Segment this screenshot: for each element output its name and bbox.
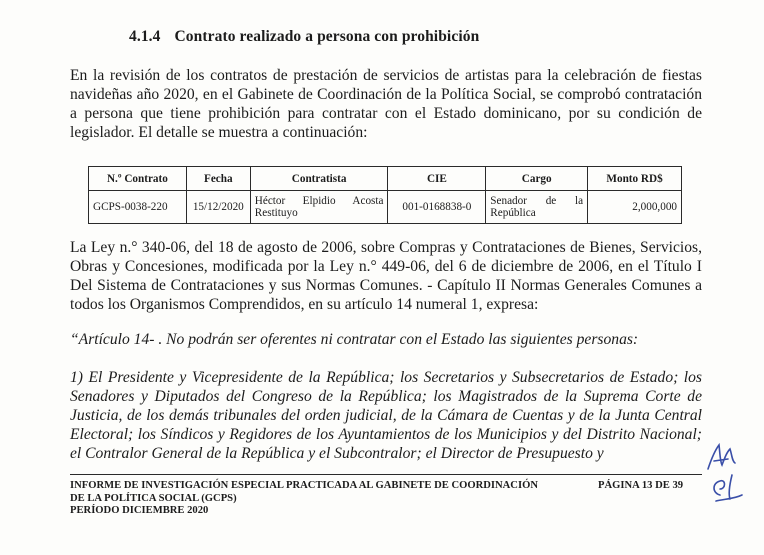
cell-date: 15/12/2020 <box>186 191 250 224</box>
footer-divider <box>70 474 702 475</box>
header-amount: Monto RD$ <box>588 167 682 191</box>
footer-line-2: DE LA POLÍTICA SOCIAL (GCPS) <box>70 492 237 504</box>
header-contract-number: N.º Contrato <box>89 167 187 191</box>
cell-amount: 2,000,000 <box>588 191 682 224</box>
table-row <box>89 191 682 224</box>
initials-stroke-lower <box>714 475 742 501</box>
section-title: Contrato realizado a persona con prohibición <box>174 28 480 45</box>
law-paragraph: La Ley n.° 340-06, del 18 de agosto de 2006, sobre Compras y Contrataciones de Bienes, Servicios, Obras y Concesiones, modificada por la Ley n.° 449-06, del 6 de diciembre de 2006, en el Título I Del Sistema de Contrataciones y sus Normas Comunes. - Capítulo II Normas Generales Comunes a todos los Organismos Comprendidos, en su artículo 14 numeral 1, expresa: <box>70 239 702 313</box>
header-contractor: Contratista <box>250 167 388 191</box>
section-number: 4.1.4 <box>129 28 161 45</box>
quote-intro: “Artículo 14- . No podrán ser oferentes ni contratar con el Estado las siguientes personas: <box>70 331 639 348</box>
section-heading <box>129 28 479 46</box>
footer-report-title <box>70 480 538 518</box>
quote-item-1: 1) El Presidente y Vicepresidente de la República; los Secretarios y Subsecretarios de Estado; los Senadores y Diputados del Congreso de la República; los Magistrados de la Suprema Corte de Justicia, de los demás tribunales del orden judicial, de la Cámara de Cuentas y de la Junta Central Electoral; los Síndicos y Regidores de los Ayuntamientos de los Municipios y del Distrito Nacional; el Contralor General de la República y el Subcontralor; el Director de Presupuesto y <box>70 369 702 462</box>
header-cie: CIE <box>388 167 486 191</box>
cell-cie: 001-0168838-0 <box>388 191 486 224</box>
handwritten-initials <box>702 435 752 505</box>
page-number: PÁGINA 13 DE 39 <box>598 480 684 491</box>
footer-line-1: INFORME DE INVESTIGACIÓN ESPECIAL PRACTICADA AL GABINETE DE COORDINACIÓN <box>70 480 538 491</box>
cell-position: Senador de la República <box>486 191 588 224</box>
cell-contract-number: GCPS-0038-220 <box>89 191 187 224</box>
cell-contractor: Héctor Elpidio Acosta Restituyo <box>250 191 388 224</box>
intro-paragraph: En la revisión de los contratos de prestación de servicios de artistas para la celebración de fiestas navideñas año 2020, en el Gabinete de Coordinación de la Política Social, se comprobó contratación a persona que tiene prohibición para contratar con el Estado dominicano, por su condición de legislador. El detalle se muestra a continuación: <box>70 67 702 141</box>
header-date: Fecha <box>186 167 250 191</box>
header-position: Cargo <box>486 167 588 191</box>
footer-line-3: PERÍODO DICIEMBRE 2020 <box>70 505 209 516</box>
table-header-row <box>89 167 682 191</box>
contract-detail-table <box>88 166 682 224</box>
initials-stroke-upper <box>708 445 735 469</box>
